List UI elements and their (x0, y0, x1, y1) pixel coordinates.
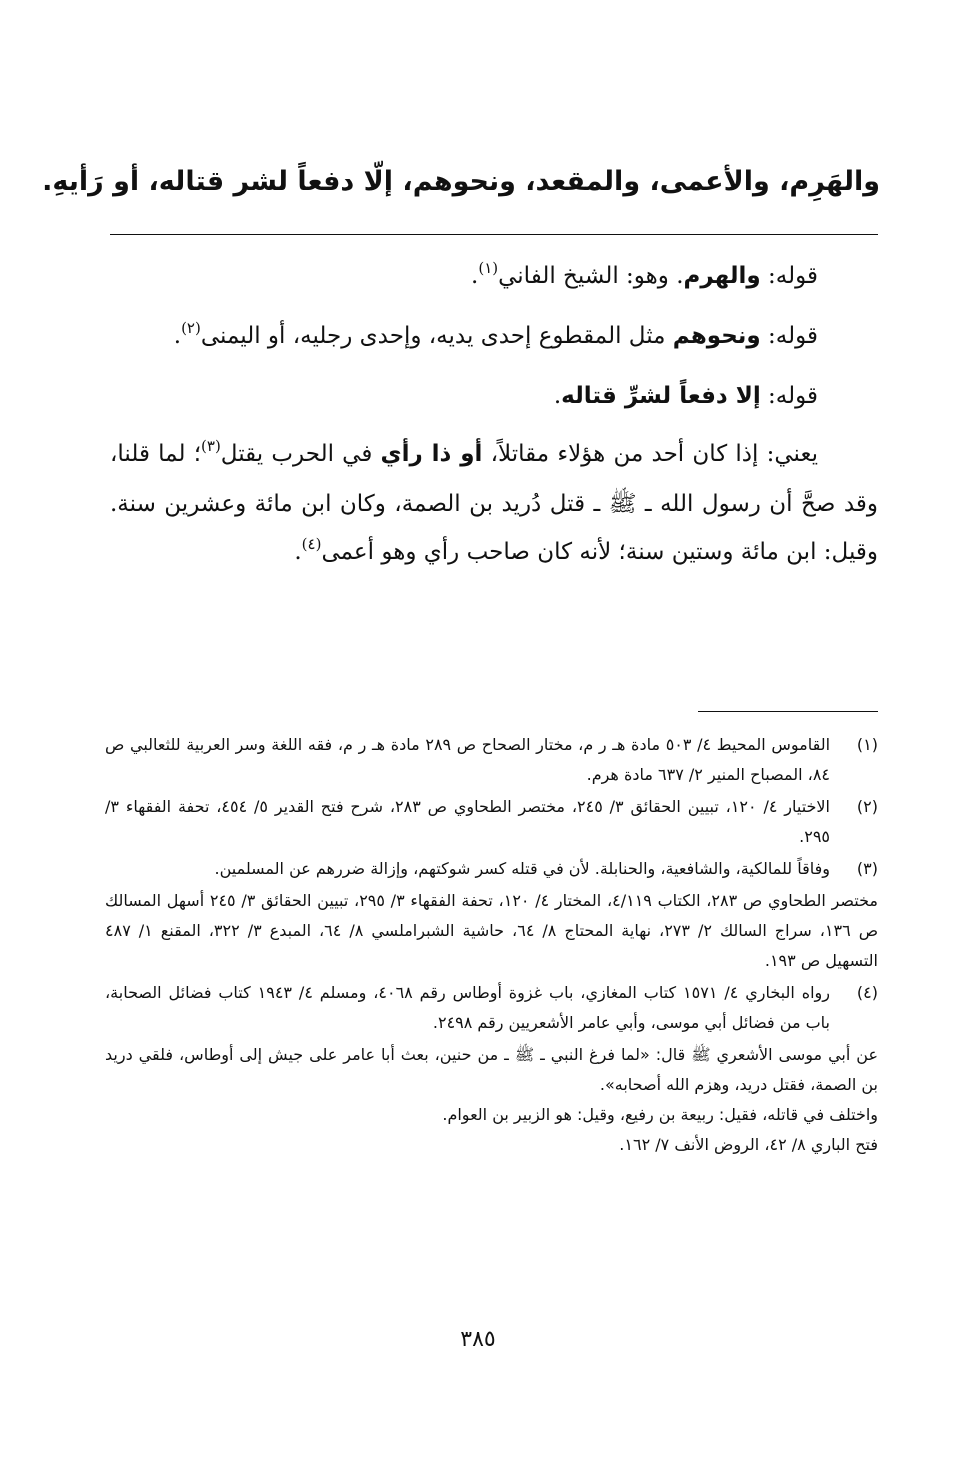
footnote-line: عن أبي موسى الأشعري ﷺ قال: «لما فرغ النبي ـ ﷺ ـ من حنين، بعث أبا عامر على جيش إلى أوطاس، فلقي دريد بن الصمة، فقتل دريد، وهزم الله أصحابه». (105, 1045, 878, 1094)
footnote-ref: (٤) (301, 535, 322, 553)
footnote-body (105, 978, 830, 1038)
commentary-text: في الحرب يقتل (220, 441, 381, 467)
commentary-end: . (173, 323, 182, 349)
commentary-end: . (553, 383, 562, 409)
commentary-paragraph-4 (110, 430, 878, 578)
quoted-term: والهرم (683, 263, 761, 289)
footnote-3 (105, 854, 878, 884)
footnote-2 (105, 792, 878, 852)
footnote-line: واختلف في قاتله، فقيل: ربيعة بن رفيع، وقيل: هو الزبير بن العوام. (442, 1105, 878, 1124)
commentary-lead: قوله: (760, 263, 818, 289)
footnote-line: الاختيار ٤/ ١٢٠، تبيين الحقائق ٣/ ٢٤٥، مختصر الطحاوي ص ٢٨٣، شرح فتح القدير ٥/ ٤٥٤، تحفة الفقهاء ٣/ ٢٩٥. (105, 797, 830, 846)
footnote-line: فتح الباري ٨/ ٤٢، الروض الأنف ٧/ ١٦٢. (619, 1135, 878, 1154)
footnote-body (105, 854, 830, 884)
footnotes (105, 730, 878, 1162)
footnote-ref: (٢) (181, 319, 201, 337)
footnotes-divider (698, 711, 878, 712)
commentary-paragraph-1 (110, 252, 878, 302)
footnote-body (105, 1040, 878, 1160)
quoted-term: إلا دفعاً لشرِّ قتاله (561, 383, 761, 409)
footnote-ref: (١) (478, 259, 499, 277)
commentary-paragraph-3 (110, 372, 878, 420)
footnote-line: رواه البخاري ٤/ ١٥٧١ كتاب المغازي، باب غزوة أوطاس رقم ٤٠٦٨، ومسلم ٤/ ١٩٤٣ كتاب فضائل الصحابة، باب من فضائل أبي موسى، وأبي عامر الأشعريين رقم ٢٤٩٨. (105, 983, 830, 1032)
footnote-body (105, 730, 830, 790)
footnote-line: وفاقاً للمالكية، والشافعية، والحنابلة. لأن في قتله كسر شوكتهم، وإزالة ضررهم عن المسلمين. (214, 859, 830, 878)
commentary-text: مثل المقطوع إحدى يديه، وإحدى رجليه، أو اليمنى (200, 323, 673, 349)
commentary-text: يعني: إذا كان أحد من هؤلاء مقاتلاً، (482, 441, 818, 467)
footnote-body (105, 792, 830, 852)
footnote-body (105, 886, 878, 976)
quoted-term: ونحوهم (672, 323, 761, 349)
matn-heading: والهَرِم، والأعمى، والمقعد، ونحوهم، إلّا دفعاً لشر قتاله، أو رَأيهِ. (42, 166, 880, 197)
footnote-number: (٣) (856, 859, 878, 878)
commentary-paragraph-2 (110, 312, 878, 362)
commentary (110, 252, 878, 588)
footnote-ref: (٣) (201, 437, 221, 455)
commentary-end: . (294, 539, 302, 565)
quoted-term: أو ذا رأي (380, 441, 483, 467)
commentary-text: ؛ لما قلنا، وقد صحَّ أن رسول الله ـ ﷺ ـ قتل دُريد بن الصمة، وكان ابن مائة وعشرين سنة. وقيل: ابن مائة وستين سنة؛ لأنه كان صاحب رأي وهو أعمى (110, 441, 878, 565)
commentary-lead: قوله: (760, 383, 818, 409)
footnote-4 (105, 978, 878, 1038)
section-divider (110, 234, 878, 235)
footnote-number: (٤) (856, 983, 878, 1002)
page-number: ٣٨٥ (460, 1327, 496, 1352)
footnote-number: (١) (856, 735, 878, 754)
footnote-number: (٢) (856, 797, 878, 816)
commentary-text: . وهو: الشيخ الفاني (498, 263, 684, 289)
footnote-4-continued (105, 1040, 878, 1160)
footnote-1 (105, 730, 878, 790)
footnote-line: مختصر الطحاوي ص ٢٨٣، الكتاب ٤/١١٩، المختار ٤/ ١٢٠، تحفة الفقهاء ٣/ ٢٩٥، تبيين الحقائق ٣/ ٢٤٥ أسهل المسالك ص ١٣٦، سراج السالك ٢/ ٢٧٣، نهاية المحتاج ٨/ ٦٤، حاشية الشبراملسي ٨/ ٦٤، المبدع ٣/ ٣٢٢، المقنع ١/ ٤٨٧ التسهيل ص ١٩٣. (105, 891, 879, 970)
footnote-line: القاموس المحيط ٤/ ٥٠٣ مادة هـ ر م، مختار الصحاح ص ٢٨٩ مادة هـ ر م، فقه اللغة وسر العربية للثعالبي ص ٨٤، المصباح المنير ٢/ ٦٣٧ مادة هرم. (105, 735, 831, 784)
footnote-3-continued (105, 886, 878, 976)
commentary-lead: قوله: (760, 323, 818, 349)
commentary-end: . (471, 263, 479, 289)
